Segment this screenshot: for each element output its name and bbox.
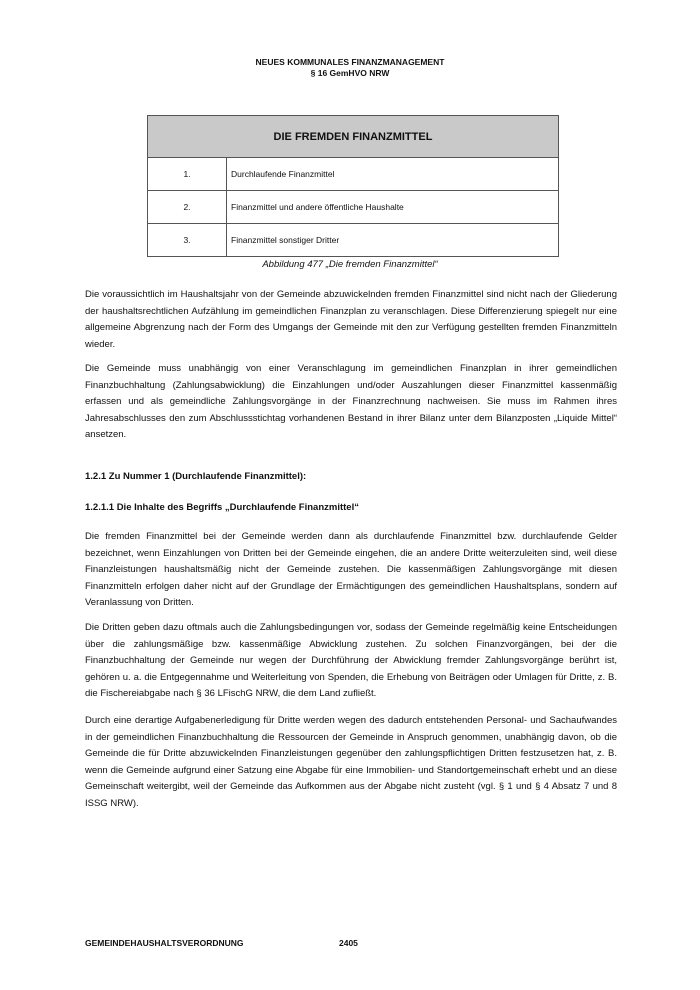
table-row xyxy=(148,224,559,257)
row-text: Finanzmittel und andere öffentliche Haushalte xyxy=(227,191,559,224)
finanzmittel-table xyxy=(147,115,559,257)
page-header xyxy=(0,57,700,79)
figure-caption: Abbildung 477 „Die fremden Finanzmittel“ xyxy=(262,259,438,270)
row-text: Finanzmittel sonstiger Dritter xyxy=(227,224,559,257)
page-number: 2405 xyxy=(339,938,358,948)
row-text: Durchlaufende Finanzmittel xyxy=(227,158,559,191)
subsection-heading: 1.2.1.1 Die Inhalte des Begriffs „Durchlaufende Finanzmittel“ xyxy=(85,502,359,513)
header-subtitle: § 16 GemHVO NRW xyxy=(310,68,390,78)
paragraph: Durch eine derartige Aufgabenerledigung für Dritte werden wegen des dadurch entstehenden Personal- und Sachaufwandes in der gemeindlichen Finanzbuchhaltung die Ressourcen der Gemeinde in Anspruch genommen, unabhängig davon, ob die Gemeinde die für Dritte abzuwickelnden Finanzleistungen gegenüber den zahlungspflichtigen Dritten festzusetzen hat, z. B. wenn die Gemeinde aufgrund einer Satzung eine Abgabe für eine Immobilien- und Standortgemeinschaft erhebt und an diese Gemeinschaft weitergibt, weil der Gemeinde das Aufkommen aus der Abgabe nicht zusteht (vgl. § 1 und § 4 Absatz 7 und 8 ISSG NRW). xyxy=(85,715,617,809)
row-number: 1. xyxy=(148,158,227,191)
row-number: 3. xyxy=(148,224,227,257)
table-row xyxy=(148,191,559,224)
footer-title: GEMEINDEHAUSHALTSVERORDNUNG xyxy=(85,938,244,948)
header-title: NEUES KOMMUNALES FINANZMANAGEMENT xyxy=(255,57,445,67)
table-title: DIE FREMDEN FINANZMITTEL xyxy=(148,116,559,158)
paragraph: Die voraussichtlich im Haushaltsjahr von der Gemeinde abzuwickelnden fremden Finanzmittel sind nicht nach der Gliederung der haushaltsrechtlichen Aufzählung im gemeindlichen Finanzplan zu veranschlagen. Diese Differenzierung spiegelt nur eine allgemeine Abgrenzung nach der Form des Umgangs der Gemeinde mit den zur Verfügung gestellten fremden Finanzmitteln wieder. xyxy=(85,289,617,350)
table-header-row xyxy=(148,116,559,158)
row-number: 2. xyxy=(148,191,227,224)
paragraph: Die Dritten geben dazu oftmals auch die Zahlungsbedingungen vor, sodass der Gemeinde regelmäßig keine Entscheidungen über die zahlungsmäßige bzw. kassenmäßige Abwicklung zustehen. Zu solchen Finanzvorgängen, bei der die Finanzbuchhaltung der Gemeinde nur wegen der Durchführung der Abwicklung fremder Zahlungsvorgänge berührt ist, gehören u. a. die Entgegennahme und Weiterleitung von Spenden, die Erhebung von Beiträgen oder Umlagen für Dritte, z. B. die Fischereiabgabe nach § 36 LFischG NRW, die dem Land zufließt. xyxy=(85,622,617,700)
paragraph: Die fremden Finanzmittel bei der Gemeinde werden dann als durchlaufende Finanzmittel bzw. durchlaufende Gelder bezeichnet, wenn Einzahlungen von Dritten bei der Gemeinde eingehen, die an andere Dritte weiterzuleiten sind, weil diese Finanzleistungen haushaltsmäßig nicht der Gemeinde zustehen. Die kassenmäßigen Zahlungsvorgänge mit diesen Finanzmitteln erfolgen daher nicht auf der Grundlage der Ermächtigungen des gemeindlichen Haushaltsplans, sondern auf Veranlassung von Dritten. xyxy=(85,531,617,609)
table-row xyxy=(148,158,559,191)
section-heading: 1.2.1 Zu Nummer 1 (Durchlaufende Finanzmittel): xyxy=(85,471,307,482)
paragraph: Die Gemeinde muss unabhängig von einer Veranschlagung im gemeindlichen Finanzplan in ihrer gemeindlichen Finanzbuchhaltung (Zahlungsabwicklung) die Einzahlungen und/oder Auszahlungen dieser Finanzmittel kassenmäßig erfassen und als gemeindliche Zahlungsvorgänge in der Finanzrechnung nachweisen. Sie muss im Rahmen ihres Jahresabschlusses den zum Abschlussstichtag vorhandenen Bestand in ihrer Bilanz unter dem Bilanzposten „Liquide Mittel“ ansetzen. xyxy=(85,363,617,441)
